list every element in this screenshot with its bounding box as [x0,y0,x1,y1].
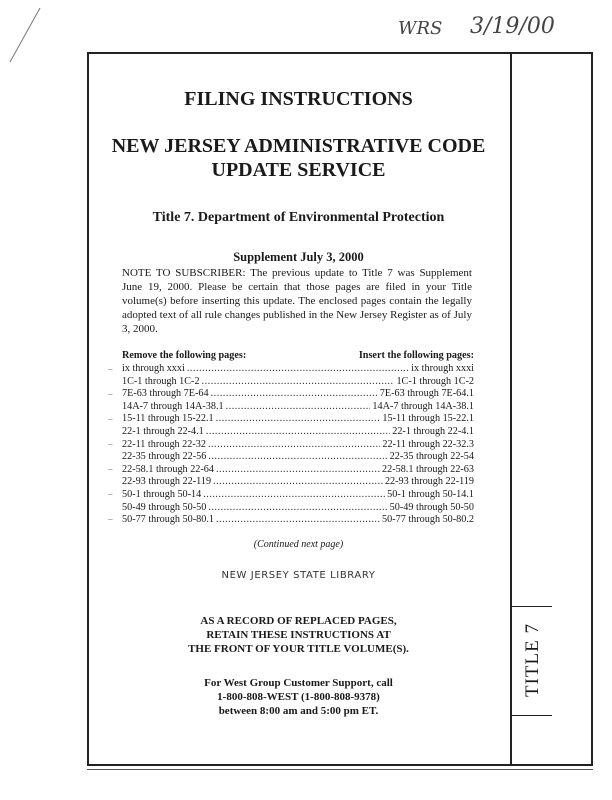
check-mark: – [108,389,113,399]
record-line2: RETAIN THESE INSTRUCTIONS AT [206,629,391,641]
remove-pages: 22-58.1 through 22-64 [122,463,214,475]
insert-header: Insert the following pages: [358,350,474,361]
leader-dots [211,388,378,399]
list-item [122,413,474,426]
remove-pages: 22-1 through 22-4.1 [122,425,204,437]
support-hours: between 8:00 am and 5:00 pm ET. [218,705,379,717]
remove-pages: 7E-63 through 7E-64 [122,388,209,400]
remove-pages: 50-77 through 50-80.1 [122,514,214,526]
supplement-date: Supplement July 3, 2000 [233,250,364,264]
code-title [87,134,510,182]
support-phone: 1-800-808-WEST (1-800-808-9378) [217,691,380,703]
leader-dots [187,363,409,374]
leader-dots [208,451,387,462]
remove-pages: 1C-1 through 1C-2 [122,375,200,387]
list-item [122,502,474,515]
check-mark: – [108,489,113,499]
list-item [122,464,474,477]
remove-header: Remove the following pages: [122,350,247,361]
insert-pages: 1C-1 through 1C-2 [396,375,474,387]
leader-dots [206,426,390,437]
leader-dots [213,476,383,487]
insert-pages: 22-35 through 22-54 [389,451,474,463]
remove-pages: 15-11 through 15-22.1 [122,413,214,425]
handwritten-date: 3/19/00 [470,14,555,39]
remove-pages: 22-35 through 22-56 [122,451,207,463]
check-mark: – [108,439,113,449]
list-item [122,388,474,401]
remove-pages: ix through xxxi [122,363,185,374]
check-mark: – [108,464,113,474]
page-title: FILING INSTRUCTIONS [184,88,413,110]
list-item [122,514,474,527]
insert-pages: 7E-63 through 7E-64.1 [379,388,474,400]
insert-pages: 14A-7 through 14A-38.1 [372,400,474,412]
list-header [122,350,474,361]
check-mark: – [108,364,113,374]
remove-pages: 22-93 through 22-119 [122,476,212,488]
insert-pages: ix through xxxi [411,363,474,374]
check-mark: – [108,514,113,524]
leader-dots [226,401,371,412]
check-mark: – [108,414,113,424]
library-stamp: NEW JERSEY STATE LIBRARY [221,570,376,581]
pen-stroke-mark [0,0,60,70]
remove-pages: 14A-7 through 14A-38.1 [122,400,224,412]
list-item [122,439,474,452]
list-item [122,489,474,502]
leader-dots [216,464,380,475]
list-item [122,401,474,414]
insert-pages: 22-11 through 22-32.3 [382,438,474,450]
handwritten-initials: WRS [398,18,443,39]
title-tab-label: TITLE 7 [522,622,543,698]
leader-dots [202,376,395,387]
continued-note: (Continued next page) [253,539,344,550]
leader-dots [208,439,380,450]
code-title-line2: UPDATE SERVICE [211,159,386,181]
insert-pages: 22-93 through 22-119 [384,476,474,488]
frame-bottom-rule [87,769,593,770]
support-line1: For West Group Customer Support, call [204,677,393,689]
record-line3: THE FRONT OF YOUR TITLE VOLUME(S). [188,643,409,655]
remove-pages: 50-1 through 50-14 [122,488,202,500]
list-item [122,426,474,439]
insert-pages: 50-49 through 50-50 [389,501,474,513]
code-title-line1: NEW JERSEY ADMINISTRATIVE CODE [111,135,486,157]
insert-pages: 50-1 through 50-14.1 [387,488,474,500]
insert-pages: 22-58.1 through 22-63 [382,463,474,475]
record-line1: AS A RECORD OF REPLACED PAGES, [200,615,397,627]
remove-pages: 50-49 through 50-50 [122,501,207,513]
leader-dots [216,514,380,525]
leader-dots [208,502,387,513]
insert-pages: 15-11 through 15-22.1 [382,413,474,425]
insert-pages: 22-1 through 22-4.1 [392,425,474,437]
support-notice [87,676,510,718]
subscriber-note: NOTE TO SUBSCRIBER: The previous update to Title 7 was Supplement June 19, 2000. Please be certain that those pages are filed in your Title volume(s) before inserting this update. The enclosed pages contain the legally adopted text of all rule changes published in the New Jersey Register as of July 3, 2000. [122,267,472,335]
list-item [122,476,474,489]
list-item [122,451,474,464]
list-item [122,376,474,389]
insert-pages: 50-77 through 50-80.2 [382,514,474,526]
leader-dots [203,489,385,500]
record-notice [87,614,510,656]
list-item [122,363,474,376]
page-replacement-list [122,350,474,527]
leader-dots [216,413,381,424]
title-section-heading: Title 7. Department of Environmental Protection [152,210,445,225]
remove-pages: 22-11 through 22-32 [122,438,206,450]
